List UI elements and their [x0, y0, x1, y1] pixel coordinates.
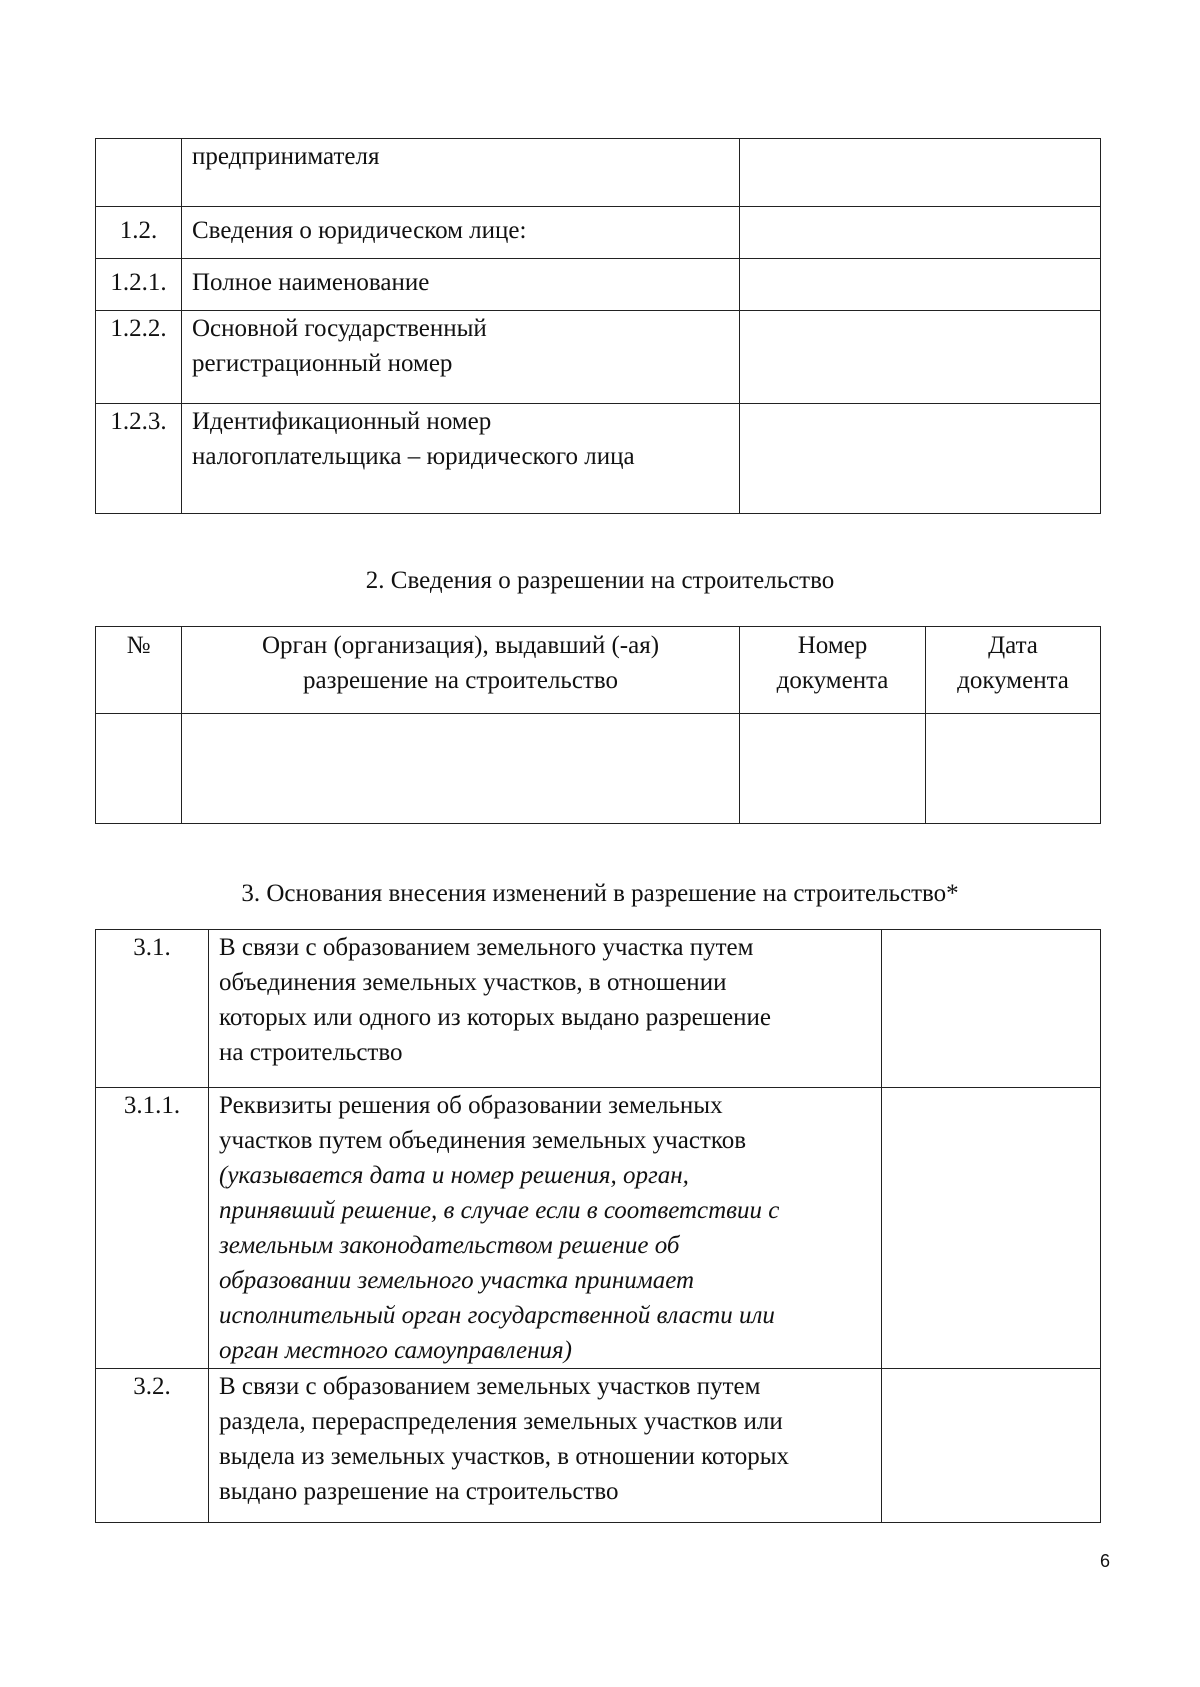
column-header-number: № [96, 627, 182, 714]
header-line: Номер [797, 632, 868, 659]
label-line: Идентификационный номер [192, 408, 492, 435]
label-line: регистрационный номер [192, 350, 453, 377]
table-row [96, 207, 1101, 259]
italic-note-line: орган местного самоуправления) [219, 1337, 573, 1364]
value-cell [740, 714, 926, 824]
table-row [96, 139, 1101, 207]
italic-note-line: исполнительный орган государственной власти или [219, 1302, 775, 1329]
row-label [209, 930, 882, 1088]
header-line: документа [957, 667, 1069, 694]
grounds-table [95, 929, 1101, 1523]
label-line: на строительство [219, 1039, 403, 1066]
table-row [96, 404, 1101, 514]
row-label: предпринимателя [182, 139, 740, 207]
section-3-heading: 3. Основания внесения изменений в разрешение на строительство* [241, 880, 959, 907]
table-row [96, 1088, 1101, 1369]
row-number: 3.2. [96, 1369, 209, 1523]
row-number: 1.2. [96, 207, 182, 259]
header-line: разрешение на строительство [302, 667, 618, 694]
table-row [96, 714, 1101, 824]
page-number: 6 [1100, 1551, 1111, 1571]
header-line: Дата [988, 632, 1038, 659]
italic-note-line: земельным законодательством решение об [219, 1232, 680, 1259]
row-number: 1.2.3. [96, 404, 182, 514]
table-row [96, 1369, 1101, 1523]
row-label: Полное наименование [182, 259, 740, 311]
label-line: объединения земельных участков, в отношении [219, 969, 727, 996]
value-cell [740, 259, 1101, 311]
label-line: участков путем объединения земельных участков [219, 1127, 747, 1154]
value-cell [740, 139, 1101, 207]
value-cell [182, 714, 740, 824]
italic-note-line: (указывается дата и номер решения, орган, [219, 1162, 689, 1189]
column-header-doc-date [926, 627, 1101, 714]
label-line: налогоплательщика – юридического лица [192, 443, 635, 470]
label-line: выдано разрешение на строительство [219, 1478, 619, 1505]
label-line: Реквизиты решения об образовании земельных [219, 1092, 723, 1119]
row-number [96, 139, 182, 207]
label-line: которых или одного из которых выдано разрешение [219, 1004, 771, 1031]
value-cell [96, 714, 182, 824]
header-line: документа [776, 667, 889, 694]
row-number: 3.1. [96, 930, 209, 1088]
section-2-heading: 2. Сведения о разрешении на строительство [365, 567, 835, 594]
value-cell [740, 207, 1101, 259]
row-number: 1.2.2. [96, 311, 182, 404]
value-cell [882, 930, 1101, 1088]
row-label [209, 1088, 882, 1369]
value-cell [740, 404, 1101, 514]
table-row [96, 259, 1101, 311]
row-label: Сведения о юридическом лице: [182, 207, 740, 259]
label-line: выдела из земельных участков, в отношении которых [219, 1443, 790, 1470]
value-cell [882, 1369, 1101, 1523]
row-label [182, 404, 740, 514]
label-line: Основной государственный [192, 315, 487, 342]
permit-table [95, 626, 1101, 824]
table-row [96, 930, 1101, 1088]
value-cell [926, 714, 1101, 824]
value-cell [740, 311, 1101, 404]
row-number: 3.1.1. [96, 1088, 209, 1369]
column-header-organ [182, 627, 740, 714]
value-cell [882, 1088, 1101, 1369]
label-line: раздела, перераспределения земельных участков или [219, 1408, 783, 1435]
table-header-row [96, 627, 1101, 714]
row-label [182, 311, 740, 404]
label-line: В связи с образованием земельных участков путем [219, 1373, 761, 1400]
header-line: Орган (организация), выдавший (-ая) [261, 632, 660, 659]
italic-note-line: принявший решение, в случае если в соответствии с [219, 1197, 780, 1224]
label-line: В связи с образованием земельного участка путем [219, 934, 754, 961]
row-number: 1.2.1. [96, 259, 182, 311]
row-label [209, 1369, 882, 1523]
table-row [96, 311, 1101, 404]
legal-entity-table [95, 138, 1101, 514]
italic-note-line: образовании земельного участка принимает [219, 1267, 695, 1294]
column-header-doc-number [740, 627, 926, 714]
